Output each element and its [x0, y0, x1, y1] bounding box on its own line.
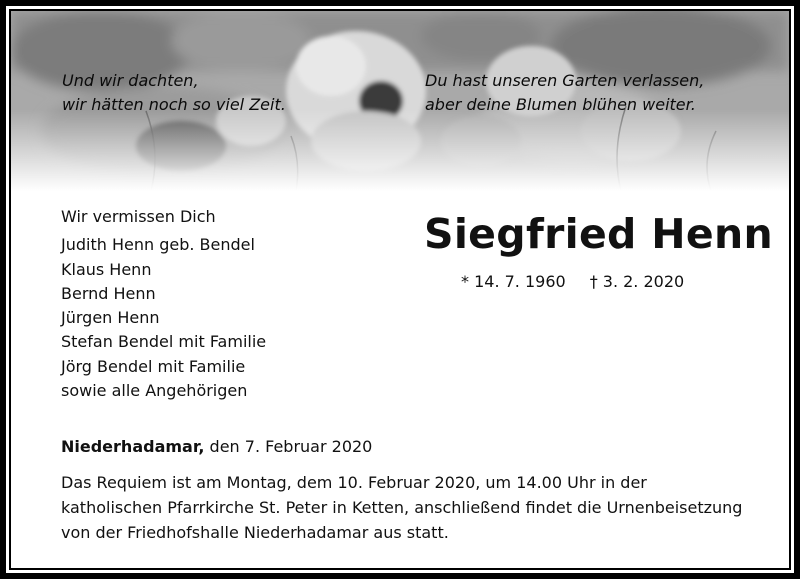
- death-date: † 3. 2. 2020: [589, 272, 685, 291]
- notice-date: den 7. Februar 2020: [204, 437, 373, 456]
- deceased-name: Siegfried Henn: [424, 210, 773, 258]
- requiem-line-2: katholischen Pfarrkirche St. Peter in Ketten, anschließend findet die Urnenbeisetzung: [61, 498, 743, 517]
- family-member: Stefan Bendel mit Familie: [61, 332, 267, 352]
- family-member: Jörg Bendel mit Familie: [61, 356, 246, 376]
- family-member: Klaus Henn: [61, 259, 152, 279]
- requiem-line-3: von der Friedhofshalle Niederhadamar aus statt.: [61, 523, 449, 542]
- family-list: [61, 205, 266, 403]
- quote-left: [62, 69, 286, 117]
- birth-date: * 14. 7. 1960: [461, 272, 566, 291]
- family-member: Bernd Henn: [61, 283, 156, 303]
- quote-left-line-2: wir hätten noch so viel Zeit.: [62, 95, 286, 114]
- quote-right-line-1: Du hast unseren Garten verlassen,: [425, 71, 705, 90]
- quote-left-line-1: Und wir dachten,: [62, 71, 199, 90]
- family-member: sowie alle Angehörigen: [61, 381, 248, 401]
- family-member: Jürgen Henn: [61, 308, 160, 328]
- family-member: Judith Henn geb. Bendel: [61, 235, 255, 255]
- family-intro: Wir vermissen Dich: [61, 207, 216, 226]
- place-date-line: [61, 437, 372, 456]
- quote-right: [425, 69, 704, 117]
- life-dates: [461, 272, 684, 291]
- requiem-line-1: Das Requiem ist am Montag, dem 10. Februar 2020, um 14.00 Uhr in der: [61, 473, 647, 492]
- quote-right-line-2: aber deine Blumen blühen weiter.: [425, 95, 696, 114]
- place-name: Niederhadamar,: [61, 437, 205, 456]
- requiem-text: [61, 470, 751, 545]
